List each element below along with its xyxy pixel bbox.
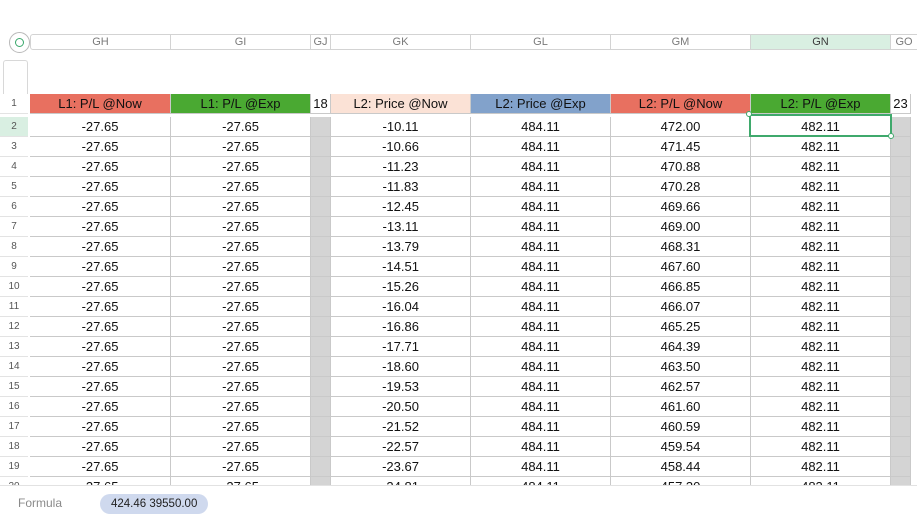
spacer-cell[interactable] xyxy=(891,137,911,157)
cell-gm[interactable]: 464.39 xyxy=(611,337,751,357)
cell-gm[interactable]: 458.44 xyxy=(611,457,751,477)
cell-gk[interactable]: -20.50 xyxy=(331,397,471,417)
cell-gi[interactable]: -27.65 xyxy=(171,277,311,297)
spacer-cell[interactable] xyxy=(311,137,331,157)
row-number[interactable]: 13 xyxy=(0,337,28,357)
cell-gm[interactable]: 461.60 xyxy=(611,397,751,417)
header-l2-pl-now[interactable]: L2: P/L @Now xyxy=(611,94,751,114)
select-all-button[interactable] xyxy=(9,32,30,53)
cell-gh[interactable]: -27.65 xyxy=(30,257,171,277)
cell-gm[interactable]: 465.25 xyxy=(611,317,751,337)
header-l2-price-now[interactable]: L2: Price @Now xyxy=(331,94,471,114)
cell-gm[interactable]: 470.28 xyxy=(611,177,751,197)
row-gutter-header xyxy=(3,60,28,94)
cell-gl[interactable]: 484.11 xyxy=(471,157,611,177)
cell-gk[interactable]: -13.79 xyxy=(331,237,471,257)
cell-gn[interactable]: 482.11 xyxy=(751,217,891,237)
column-header-gm[interactable]: GM xyxy=(611,34,751,50)
cell-gl[interactable]: 484.11 xyxy=(471,217,611,237)
spacer-cell[interactable] xyxy=(891,357,911,377)
column-header-go[interactable]: GO xyxy=(891,34,917,50)
cell-gi[interactable]: -27.65 xyxy=(171,157,311,177)
cell-gk[interactable]: -16.86 xyxy=(331,317,471,337)
header-l2-price-exp[interactable]: L2: Price @Exp xyxy=(471,94,611,114)
cell-gi[interactable]: -27.65 xyxy=(171,317,311,337)
cell-gl[interactable]: 484.11 xyxy=(471,377,611,397)
cell-gk[interactable]: -11.23 xyxy=(331,157,471,177)
cell-gn[interactable]: 482.11 xyxy=(751,257,891,277)
cell-gn[interactable]: 482.11 xyxy=(751,377,891,397)
cell-gh[interactable]: -27.65 xyxy=(30,377,171,397)
row-number[interactable]: 5 xyxy=(0,177,28,197)
cell-gm[interactable]: 472.00 xyxy=(611,117,751,137)
spacer-cell[interactable] xyxy=(311,397,331,417)
cell-gh[interactable]: -27.65 xyxy=(30,117,171,137)
cell-gm[interactable]: 459.54 xyxy=(611,437,751,457)
cell-gk[interactable]: -10.11 xyxy=(331,117,471,137)
cell-gn[interactable]: 482.11 xyxy=(751,337,891,357)
formula-tab[interactable]: Formula xyxy=(18,496,63,510)
spacer-cell[interactable] xyxy=(891,317,911,337)
cell-gl[interactable]: 484.11 xyxy=(471,357,611,377)
cell-gi[interactable]: -27.65 xyxy=(171,117,311,137)
row-number[interactable]: 16 xyxy=(0,397,28,417)
cell-gk[interactable]: -11.83 xyxy=(331,177,471,197)
spacer-cell[interactable] xyxy=(311,217,331,237)
cell-gn[interactable]: 482.11 xyxy=(751,437,891,457)
cell-gl[interactable]: 484.11 xyxy=(471,297,611,317)
header-l1-pl-now[interactable]: L1: P/L @Now xyxy=(30,94,171,114)
cell-gi[interactable]: -27.65 xyxy=(171,337,311,357)
spacer-cell[interactable] xyxy=(311,377,331,397)
row-number[interactable]: 15 xyxy=(0,377,28,397)
spacer-cell[interactable] xyxy=(311,197,331,217)
spacer-cell[interactable] xyxy=(891,377,911,397)
cell-gh[interactable]: -27.65 xyxy=(30,297,171,317)
spacer-cell[interactable] xyxy=(311,417,331,437)
row-number[interactable]: 1 xyxy=(0,94,28,114)
cell-gi[interactable]: -27.65 xyxy=(171,197,311,217)
column-ruler xyxy=(0,0,917,60)
spacer-cell[interactable] xyxy=(311,297,331,317)
spacer-cell[interactable] xyxy=(311,457,331,477)
cell-gn[interactable]: 482.11 xyxy=(751,157,891,177)
spacer-cell[interactable] xyxy=(311,257,331,277)
spacer-cell[interactable] xyxy=(891,277,911,297)
cell-gl[interactable]: 484.11 xyxy=(471,177,611,197)
row-number[interactable]: 11 xyxy=(0,297,28,317)
cell-gh[interactable]: -27.65 xyxy=(30,357,171,377)
cell-gh[interactable]: -27.65 xyxy=(30,317,171,337)
cell-gk[interactable]: -16.04 xyxy=(331,297,471,317)
row-number[interactable]: 3 xyxy=(0,137,28,157)
row-number[interactable]: 19 xyxy=(0,457,28,477)
cell-gk[interactable]: -12.45 xyxy=(331,197,471,217)
cell-gn[interactable]: 482.11 xyxy=(751,137,891,157)
cell-gi[interactable]: -27.65 xyxy=(171,437,311,457)
cell-gl[interactable]: 484.11 xyxy=(471,417,611,437)
summary-pill[interactable]: 424.46 39550.00 xyxy=(100,494,208,514)
spacer-cell[interactable] xyxy=(891,237,911,257)
spacer-cell[interactable] xyxy=(311,237,331,257)
column-header-gn[interactable]: GN xyxy=(751,34,891,50)
selection-handle-bottom-right[interactable] xyxy=(888,133,894,139)
row-number[interactable]: 12 xyxy=(0,317,28,337)
row-number[interactable]: 6 xyxy=(0,197,28,217)
row-number[interactable]: 18 xyxy=(0,437,28,457)
cell-gn[interactable]: 482.11 xyxy=(751,317,891,337)
cell-gn[interactable]: 482.11 xyxy=(751,397,891,417)
spacer-cell[interactable] xyxy=(891,437,911,457)
cell-gk[interactable]: -17.71 xyxy=(331,337,471,357)
cell-gn[interactable]: 482.11 xyxy=(751,117,891,137)
cell-gh[interactable]: -27.65 xyxy=(30,177,171,197)
header-spacer-18[interactable]: 18 xyxy=(311,94,331,114)
cell-gk[interactable]: -13.11 xyxy=(331,217,471,237)
cell-gh[interactable]: -27.65 xyxy=(30,237,171,257)
spacer-cell[interactable] xyxy=(891,337,911,357)
cell-gh[interactable]: -27.65 xyxy=(30,337,171,357)
spacer-cell[interactable] xyxy=(311,117,331,137)
cell-gn[interactable]: 482.11 xyxy=(751,197,891,217)
cell-gi[interactable]: -27.65 xyxy=(171,457,311,477)
cell-gm[interactable]: 468.31 xyxy=(611,237,751,257)
header-l1-pl-exp[interactable]: L1: P/L @Exp xyxy=(171,94,311,114)
row-number[interactable]: 2 xyxy=(0,117,28,137)
cell-gh[interactable]: -27.65 xyxy=(30,417,171,437)
cell-gk[interactable]: -18.60 xyxy=(331,357,471,377)
spacer-cell[interactable] xyxy=(891,217,911,237)
cell-gh[interactable]: -27.65 xyxy=(30,457,171,477)
cell-gm[interactable]: 467.60 xyxy=(611,257,751,277)
cell-gl[interactable]: 484.11 xyxy=(471,277,611,297)
cell-gn[interactable]: 482.11 xyxy=(751,237,891,257)
row-number[interactable]: 8 xyxy=(0,237,28,257)
select-all-icon xyxy=(15,38,24,47)
row-number[interactable]: 17 xyxy=(0,417,28,437)
cell-gm[interactable]: 470.88 xyxy=(611,157,751,177)
header-l2-pl-exp[interactable]: L2: P/L @Exp xyxy=(751,94,891,114)
cell-gh[interactable]: -27.65 xyxy=(30,277,171,297)
cell-gn[interactable]: 482.11 xyxy=(751,277,891,297)
cell-gh[interactable]: -27.65 xyxy=(30,397,171,417)
cell-gm[interactable]: 471.45 xyxy=(611,137,751,157)
column-header-gi[interactable]: GI xyxy=(171,34,311,50)
cell-gi[interactable]: -27.65 xyxy=(171,217,311,237)
cell-gk[interactable]: -22.57 xyxy=(331,437,471,457)
cell-gl[interactable]: 484.11 xyxy=(471,337,611,357)
spacer-cell[interactable] xyxy=(311,437,331,457)
cell-gk[interactable]: -23.67 xyxy=(331,457,471,477)
cell-gl[interactable]: 484.11 xyxy=(471,437,611,457)
cell-gk[interactable]: -14.51 xyxy=(331,257,471,277)
column-header-gh[interactable]: GH xyxy=(30,34,171,50)
cell-gk[interactable]: -21.52 xyxy=(331,417,471,437)
column-header-gk[interactable]: GK xyxy=(331,34,471,50)
spacer-cell[interactable] xyxy=(891,457,911,477)
cell-gh[interactable]: -27.65 xyxy=(30,137,171,157)
column-header-gl[interactable]: GL xyxy=(471,34,611,50)
cell-gl[interactable]: 484.11 xyxy=(471,137,611,157)
spacer-cell[interactable] xyxy=(891,117,911,137)
cell-gi[interactable]: -27.65 xyxy=(171,177,311,197)
spacer-cell[interactable] xyxy=(311,357,331,377)
spacer-cell[interactable] xyxy=(891,417,911,437)
row-number[interactable]: 10 xyxy=(0,277,28,297)
spacer-cell[interactable] xyxy=(311,157,331,177)
cell-gn[interactable]: 482.11 xyxy=(751,297,891,317)
spacer-cell[interactable] xyxy=(311,337,331,357)
cell-gi[interactable]: -27.65 xyxy=(171,357,311,377)
cell-gi[interactable]: -27.65 xyxy=(171,237,311,257)
spacer-cell[interactable] xyxy=(891,197,911,217)
cell-gm[interactable]: 463.50 xyxy=(611,357,751,377)
spacer-cell[interactable] xyxy=(891,157,911,177)
cell-gl[interactable]: 484.11 xyxy=(471,237,611,257)
cell-gh[interactable]: -27.65 xyxy=(30,217,171,237)
cell-gl[interactable]: 484.11 xyxy=(471,197,611,217)
header-spacer-23[interactable]: 23 xyxy=(891,94,911,114)
column-header-gj[interactable]: GJ xyxy=(311,34,331,50)
cell-gm[interactable]: 466.85 xyxy=(611,277,751,297)
cell-gi[interactable]: -27.65 xyxy=(171,377,311,397)
row-number[interactable]: 4 xyxy=(0,157,28,177)
cell-gk[interactable]: -10.66 xyxy=(331,137,471,157)
cell-gl[interactable]: 484.11 xyxy=(471,117,611,137)
cell-gl[interactable]: 484.11 xyxy=(471,317,611,337)
spacer-cell[interactable] xyxy=(891,397,911,417)
row-number[interactable]: 14 xyxy=(0,357,28,377)
cell-gl[interactable]: 484.11 xyxy=(471,457,611,477)
spacer-cell[interactable] xyxy=(891,257,911,277)
row-number[interactable]: 7 xyxy=(0,217,28,237)
cell-gm[interactable]: 466.07 xyxy=(611,297,751,317)
cell-gh[interactable]: -27.65 xyxy=(30,197,171,217)
row-number[interactable]: 9 xyxy=(0,257,28,277)
cell-gn[interactable]: 482.11 xyxy=(751,417,891,437)
cell-gl[interactable]: 484.11 xyxy=(471,257,611,277)
spacer-cell[interactable] xyxy=(311,317,331,337)
spacer-cell[interactable] xyxy=(891,297,911,317)
cell-gl[interactable]: 484.11 xyxy=(471,397,611,417)
cell-gk[interactable]: -15.26 xyxy=(331,277,471,297)
spacer-cell[interactable] xyxy=(891,177,911,197)
cell-gm[interactable]: 462.57 xyxy=(611,377,751,397)
cell-gi[interactable]: -27.65 xyxy=(171,417,311,437)
cell-gi[interactable]: -27.65 xyxy=(171,257,311,277)
cell-gm[interactable]: 460.59 xyxy=(611,417,751,437)
cell-gi[interactable]: -27.65 xyxy=(171,137,311,157)
cell-gn[interactable]: 482.11 xyxy=(751,177,891,197)
spacer-cell[interactable] xyxy=(311,277,331,297)
cell-gk[interactable]: -19.53 xyxy=(331,377,471,397)
cell-gi[interactable]: -27.65 xyxy=(171,297,311,317)
cell-gn[interactable]: 482.11 xyxy=(751,457,891,477)
cell-gm[interactable]: 469.00 xyxy=(611,217,751,237)
cell-gm[interactable]: 469.66 xyxy=(611,197,751,217)
selection-handle-top-left[interactable] xyxy=(746,111,752,117)
spacer-cell[interactable] xyxy=(311,177,331,197)
cell-gh[interactable]: -27.65 xyxy=(30,437,171,457)
cell-gn[interactable]: 482.11 xyxy=(751,357,891,377)
cell-gi[interactable]: -27.65 xyxy=(171,397,311,417)
cell-gh[interactable]: -27.65 xyxy=(30,157,171,177)
